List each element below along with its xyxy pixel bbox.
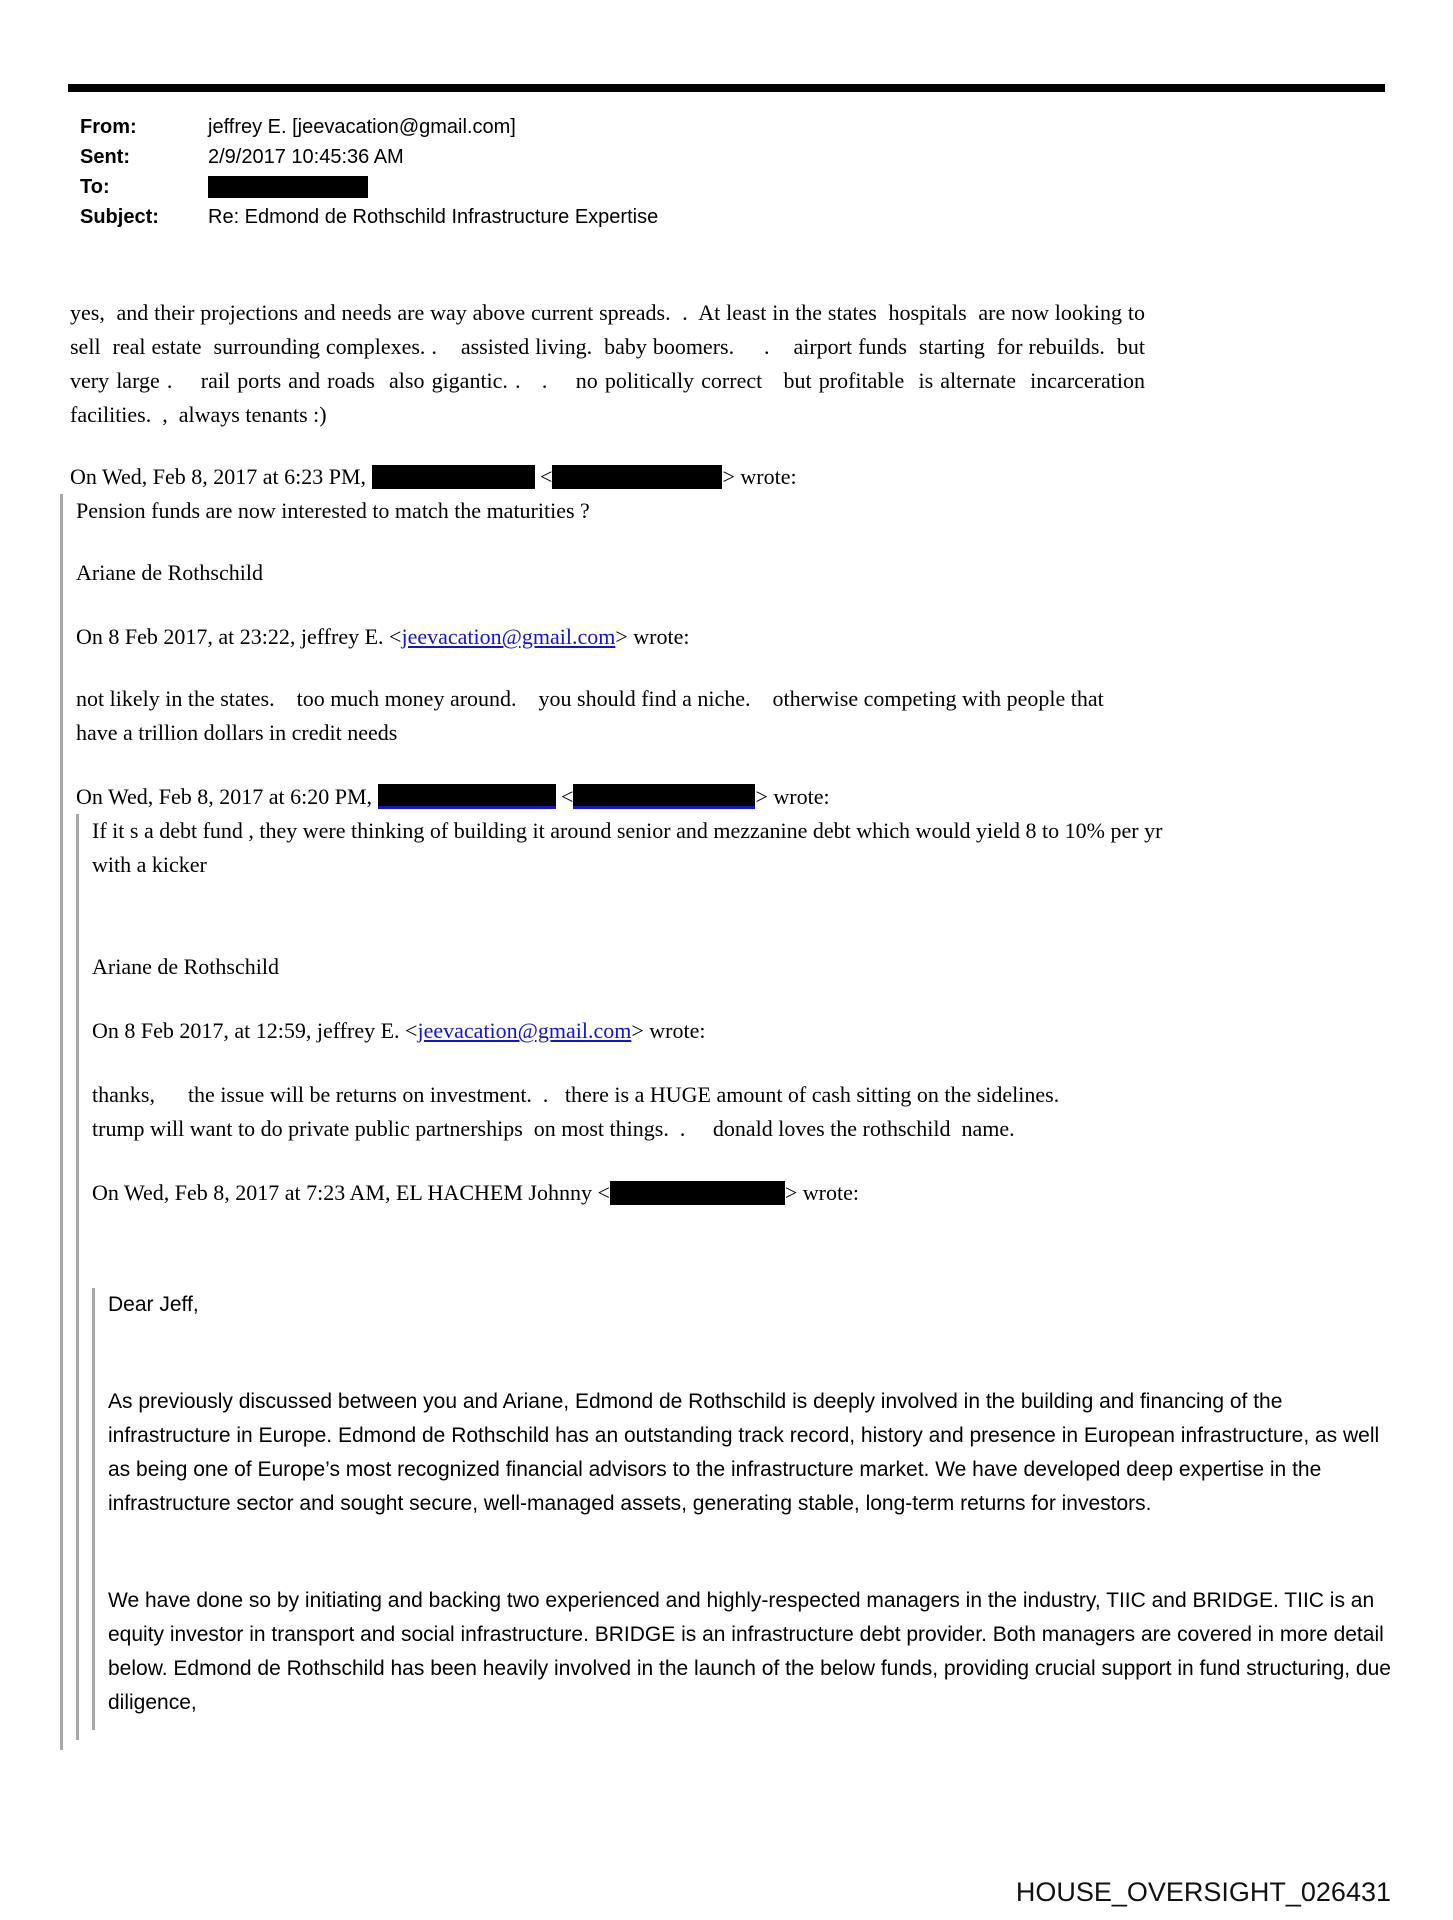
redaction-bar xyxy=(552,465,722,489)
attribution-text: < xyxy=(555,784,574,809)
attribution-text: On Wed, Feb 8, 2017 at 7:23 AM, EL HACHEM Johnny < xyxy=(92,1180,610,1205)
salutation: Dear Jeff, xyxy=(108,1293,199,1316)
quote-attribution-723am xyxy=(92,1176,1395,1210)
redaction-bar xyxy=(378,784,556,809)
quoted-paragraph: Pension funds are now interested to match the maturities ? xyxy=(76,498,590,523)
quote-attribution-1259 xyxy=(92,1014,1395,1048)
quoted-paragraph: We have done so by initiating and backing two experienced and highly-respected managers in the industry, TIIC and BRIDGE. TIIC is an equity investor in transport and social infrastructure. BRIDGE is an infrastructure debt provider. Both managers are covered in more detail below. Edmond de Rothschild has been heavily involved in the launch of the below funds, providing crucial support in fund structuring, due diligence, xyxy=(108,1589,1397,1714)
sent-label: Sent: xyxy=(80,146,130,168)
signature: Ariane de Rothschild xyxy=(92,954,279,979)
attribution-text: > wrote: xyxy=(631,1018,706,1043)
quoted-email-level-2 xyxy=(76,814,1395,1740)
subject-label: Subject: xyxy=(80,206,159,228)
quoted-email-level-1 xyxy=(60,494,1395,1750)
header-row-to xyxy=(80,172,658,202)
redaction-bar xyxy=(573,784,755,809)
from-label: From: xyxy=(80,116,137,138)
attribution-text: > wrote: xyxy=(784,1180,859,1205)
email-link[interactable]: jeevacation@gmail.com xyxy=(417,1018,632,1043)
quote-attribution-2322 xyxy=(76,620,1395,654)
top-rule xyxy=(68,84,1385,92)
header-row-sent xyxy=(80,142,658,172)
sent-value: 2/9/2017 10:45:36 AM xyxy=(208,146,404,168)
quoted-email-level-3 xyxy=(92,1288,1395,1730)
attribution-text: > wrote: xyxy=(615,624,690,649)
redaction-bar xyxy=(372,465,535,489)
quoted-paragraph: thanks, the issue will be returns on investment. . there is a HUGE amount of cash sitting on the sidelines. trump will want to do private public partnerships on most things. . donald loves the rothschild name. xyxy=(92,1082,1082,1141)
quote-attribution-620pm xyxy=(76,780,1395,814)
redaction-bar xyxy=(208,176,368,198)
body-paragraph: yes, and their projections and needs are way above current spreads. . At least in the states hospitals are now looking to sell real estate surrounding complexes. . assisted living. baby boomers. . airport funds starting for rebuilds. but very large . rail ports and roads also gigantic. . . no politically correct but profitable is alternate incarceration facilities. , always tenants :) xyxy=(70,300,1151,427)
email-body xyxy=(70,296,1395,1750)
attribution-text: On Wed, Feb 8, 2017 at 6:23 PM, xyxy=(70,464,372,489)
signature: Ariane de Rothschild xyxy=(76,560,263,585)
quote-attribution-623pm xyxy=(70,460,1395,494)
attribution-text: On Wed, Feb 8, 2017 at 6:20 PM, xyxy=(76,784,378,809)
quoted-paragraph: If it s a debt fund , they were thinking of building it around senior and mezzanine debt which would yield 8 to 10% per yr with a kicker xyxy=(92,818,1168,877)
attribution-text: On 8 Feb 2017, at 23:22, jeffrey E. < xyxy=(76,624,402,649)
from-value: jeffrey E. [jeevacation@gmail.com] xyxy=(208,116,516,138)
header-row-subject xyxy=(80,202,658,232)
bates-number: HOUSE_OVERSIGHT_026431 xyxy=(1015,1877,1391,1907)
header-row-from xyxy=(80,112,658,142)
attribution-text: > wrote: xyxy=(722,464,797,489)
attribution-text: < xyxy=(534,464,553,489)
quoted-paragraph: not likely in the states. too much money around. you should find a niche. otherwise competing with people that have a trillion dollars in credit needs xyxy=(76,686,1110,745)
email-header xyxy=(80,112,658,232)
quoted-paragraph: As previously discussed between you and Ariane, Edmond de Rothschild is deeply involved in the building and financing of the infrastructure in Europe. Edmond de Rothschild has an outstanding track record, history and presence in European infrastructure, as well as being one of Europe’s most recognized financial advisors to the infrastructure market. We have developed deep expertise in the infrastructure sector and sought secure, well-managed assets, generating stable, long-term returns for investors. xyxy=(108,1390,1386,1515)
attribution-text: > wrote: xyxy=(755,784,830,809)
email-link[interactable]: jeevacation@gmail.com xyxy=(401,624,616,649)
to-label: To: xyxy=(80,176,110,198)
subject-value: Re: Edmond de Rothschild Infrastructure Expertise xyxy=(208,206,659,228)
attribution-text: On 8 Feb 2017, at 12:59, jeffrey E. < xyxy=(92,1018,418,1043)
redaction-bar xyxy=(610,1181,785,1205)
